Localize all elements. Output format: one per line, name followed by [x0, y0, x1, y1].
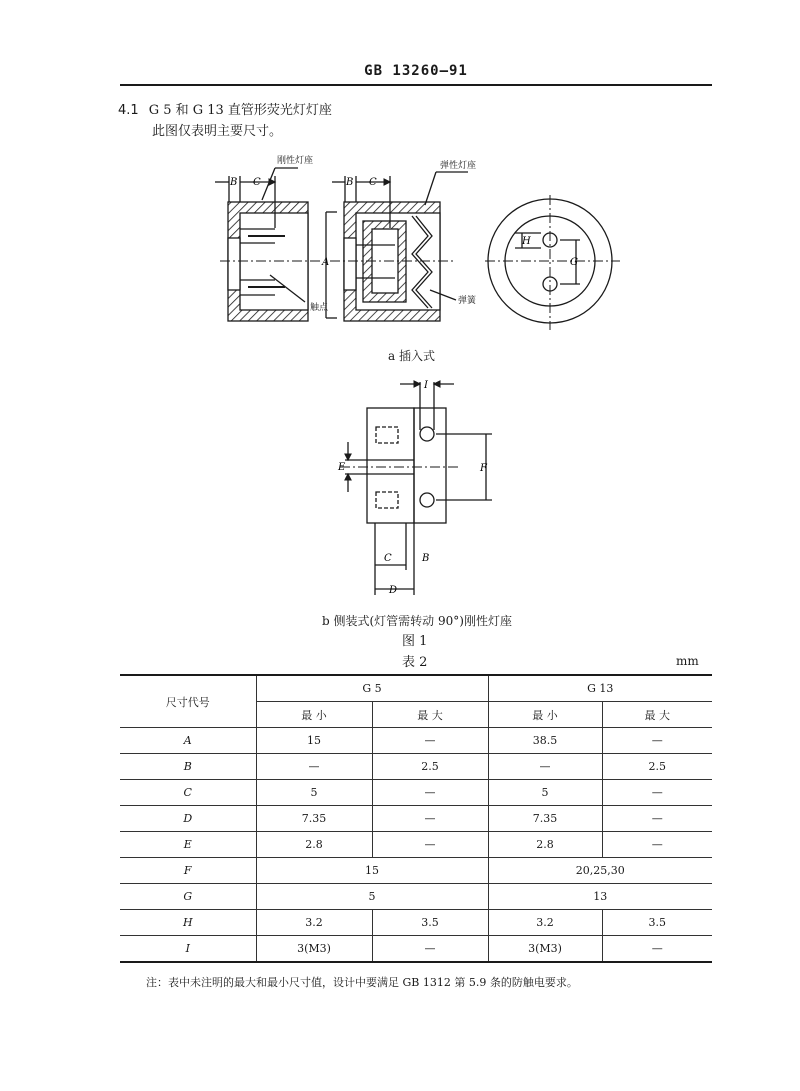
- dim-label-f: F: [480, 463, 487, 474]
- cell-g13-min: 5: [488, 780, 602, 806]
- section-number: 4.1: [118, 103, 139, 118]
- cell-g5-min: 15: [256, 728, 372, 754]
- table-row: [120, 754, 712, 780]
- cell-g5-max: —: [372, 806, 488, 832]
- subheader-g13-max: 最 大: [602, 702, 712, 728]
- side-mounted-drawing: [340, 382, 492, 595]
- caption-a: a 插入式: [388, 349, 435, 363]
- table-row: [120, 884, 712, 910]
- cell-g13-max: —: [602, 728, 712, 754]
- cell-g5-max: 3.5: [372, 910, 488, 936]
- caption-b: b 侧装式(灯管需转动 90°)刚性灯座: [322, 614, 512, 628]
- table-row: [120, 780, 712, 806]
- cell-g5-merged: 15: [256, 858, 488, 884]
- callout-elastic: 弹性灯座: [440, 161, 477, 171]
- dim-label-i: I: [424, 380, 428, 391]
- cell-g5-min: 7.35: [256, 806, 372, 832]
- row-code: G: [120, 884, 256, 910]
- elastic-lampholder-drawing: [326, 172, 468, 321]
- cell-g5-max: —: [372, 832, 488, 858]
- cell-g13-max: 3.5: [602, 910, 712, 936]
- table-row: [120, 936, 712, 963]
- section-title-text: G 5 和 G 13 直管形荧光灯灯座: [148, 103, 332, 118]
- cell-g13-min: 2.8: [488, 832, 602, 858]
- cell-g5-min: 2.8: [256, 832, 372, 858]
- dim-label-c-elastic: C: [369, 177, 377, 188]
- dim-label-c: C: [384, 553, 392, 564]
- dim-label-b-rigid: B: [230, 177, 238, 188]
- cell-g13-min: 3.2: [488, 910, 602, 936]
- header-group-g13: G 13: [488, 675, 712, 702]
- cell-g13-max: 2.5: [602, 754, 712, 780]
- unit-label: mm: [676, 654, 699, 668]
- header-group-g5: G 5: [256, 675, 488, 702]
- row-code: D: [120, 806, 256, 832]
- table-row: [120, 806, 712, 832]
- subheader-g5-max: 最 大: [372, 702, 488, 728]
- cell-g13-merged: 13: [488, 884, 712, 910]
- dim-label-h: H: [522, 236, 531, 247]
- dim-label-a: A: [322, 257, 330, 268]
- row-code: B: [120, 754, 256, 780]
- cell-g13-min: 3(M3): [488, 936, 602, 963]
- cell-g5-min: 3(M3): [256, 936, 372, 963]
- cell-g13-max: —: [602, 806, 712, 832]
- table-row: [120, 728, 712, 754]
- cell-g13-max: —: [602, 832, 712, 858]
- figure-a: [0, 0, 800, 360]
- end-view-drawing: [485, 195, 620, 330]
- section-note: 此图仅表明主要尺寸。: [152, 124, 283, 139]
- dim-label-b: B: [422, 553, 430, 564]
- table-row: [120, 910, 712, 936]
- callout-contact: [310, 301, 329, 313]
- table-header-row: [120, 675, 712, 702]
- dim-label-b-elastic: B: [346, 177, 354, 188]
- subheader-g13-min: 最 小: [488, 702, 602, 728]
- row-code: I: [120, 936, 256, 963]
- row-code: F: [120, 858, 256, 884]
- callout-contact-text: 触点: [310, 303, 329, 313]
- cell-g5-min: 3.2: [256, 910, 372, 936]
- table-row: [120, 858, 712, 884]
- cell-g13-max: —: [602, 780, 712, 806]
- dim-label-d: D: [389, 585, 398, 596]
- figure-label: 图 1: [402, 634, 428, 649]
- row-code: H: [120, 910, 256, 936]
- cell-g5-max: —: [372, 936, 488, 963]
- row-code: A: [120, 728, 256, 754]
- cell-g13-min: 38.5: [488, 728, 602, 754]
- cell-g5-min: —: [256, 754, 372, 780]
- cell-g13-min: —: [488, 754, 602, 780]
- rigid-lampholder-drawing: [215, 168, 320, 321]
- cell-g13-min: 7.35: [488, 806, 602, 832]
- header-code: 尺寸代号: [120, 675, 256, 728]
- cell-g13-merged: 20,25,30: [488, 858, 712, 884]
- dim-label-g: G: [570, 257, 578, 268]
- row-code: C: [120, 780, 256, 806]
- figure-b: [0, 360, 800, 610]
- dim-label-e: E: [338, 462, 346, 473]
- cell-g13-max: —: [602, 936, 712, 963]
- table-footnote: 注：表中未注明的最大和最小尺寸值，设计中要满足 GB 1312 第 5.9 条的防触电要求。: [146, 976, 578, 989]
- table-label: 表 2: [402, 655, 428, 670]
- callout-spring: 弹簧: [458, 296, 477, 306]
- cell-g5-min: 5: [256, 780, 372, 806]
- callout-rigid: 刚性灯座: [277, 156, 314, 166]
- cell-g5-max: 2.5: [372, 754, 488, 780]
- cell-g5-max: —: [372, 780, 488, 806]
- dimension-table: [120, 674, 712, 963]
- cell-g5-max: —: [372, 728, 488, 754]
- dim-label-c-rigid: C: [253, 177, 261, 188]
- page-header: GB 13260—91: [364, 63, 468, 79]
- subheader-g5-min: 最 小: [256, 702, 372, 728]
- table-row: [120, 832, 712, 858]
- cell-g5-merged: 5: [256, 884, 488, 910]
- row-code: E: [120, 832, 256, 858]
